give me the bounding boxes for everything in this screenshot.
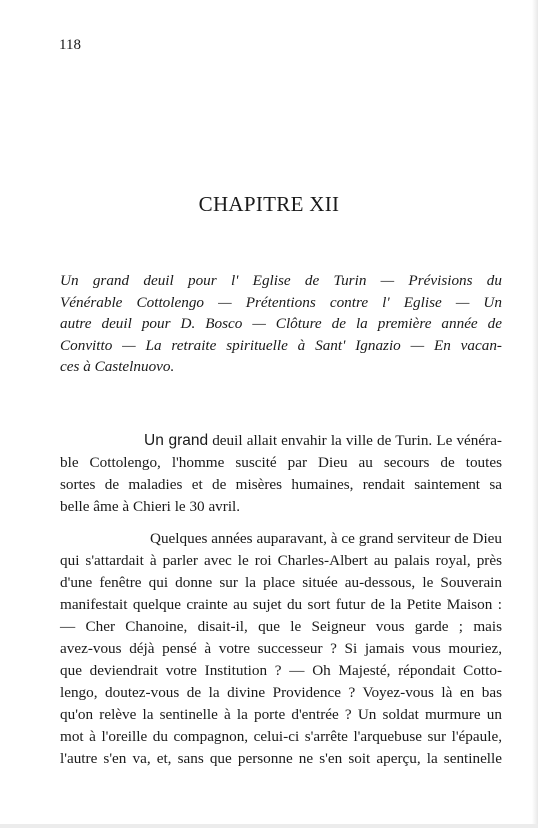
paragraph-2 [60, 528, 502, 770]
summary-line: autre deuil pour D. Bosco — Clôture de la première année de [60, 315, 502, 332]
paragraph-line: belle âme à Chieri le 30 avril. [60, 498, 241, 515]
paragraph-line: l'autre s'en va, et, sans que personne ne s'en soit aperçu, la sentinelle [60, 750, 502, 767]
paragraph-line: ble Cottolengo, l'homme suscité par Dieu au secours de toutes [60, 454, 502, 471]
chapter-title: CHAPITRE XII [198, 192, 340, 216]
paragraph-line: avez-vous déjà pensé à votre successeur ? Si jamais vous mouriez, [60, 640, 502, 657]
chapter-summary [60, 270, 502, 378]
paragraph-first-line: Quelques années auparavant, à ce grand serviteur de Dieu [150, 530, 502, 547]
page-edge-shadow [532, 0, 538, 828]
paragraph-line: qui s'attardait à parler avec le roi Charles-Albert au palais royal, près [60, 552, 502, 569]
summary-line: Un grand deuil pour l' Eglise de Turin — Prévisions du [60, 272, 502, 289]
summary-line: ces à Castelnuovo. [60, 358, 175, 375]
first-line-rest: deuil allait envahir la ville de Turin. Le vénéra- [208, 432, 502, 449]
paragraph-line: lengo, doutez-vous de la divine Providence ? Voyez-vous là en bas [60, 684, 502, 701]
paragraph-line: — Cher Chanoine, disait-il, que le Seigneur vous garde ; mais [60, 618, 502, 635]
summary-line: Convitto — La retraite spirituelle à Sant' Ignazio — En vacan- [60, 336, 502, 354]
paragraph-line: manifestait quelque crainte au sujet du sort futur de la Petite Maison : [60, 596, 502, 613]
paragraph-1 [60, 430, 502, 518]
paragraph-line: d'une fenêtre qui donne sur la place située au-dessous, le Souverain [60, 574, 502, 591]
summary-line: Vénérable Cottolengo — Prétentions contre l' Eglise — Un [60, 293, 502, 311]
paragraph-line: qu'on relève la sentinelle à la porte d'entrée ? Un soldat murmure un [60, 706, 502, 723]
paragraph-first-line [60, 430, 502, 452]
paragraph-line: sortes de maladies et de misères humaines, rendait saintement sa [60, 476, 502, 493]
lead-words: Un grand [144, 432, 209, 449]
paragraph-line: que deviendrait votre Institution ? — Oh Majesté, répondait Cotto- [60, 662, 502, 679]
paragraph-line: mot à l'oreille du compagnon, celui-ci s'arrête l'arquebuse sur l'épaule, [60, 728, 502, 745]
page-bottom-edge [0, 824, 538, 828]
page-number: 118 [59, 37, 81, 53]
